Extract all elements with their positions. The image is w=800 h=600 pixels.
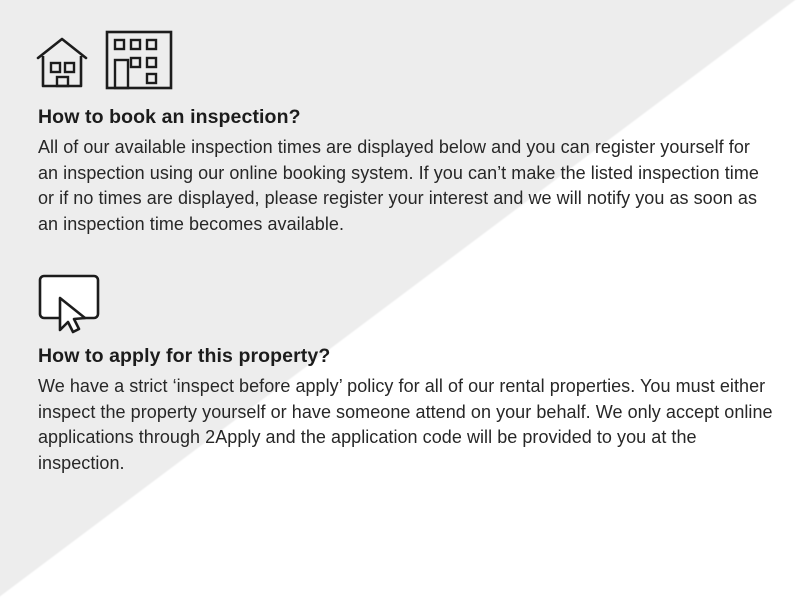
section-body: We have a strict ‘inspect before apply’ policy for all of our rental properties. You must either inspect the property yourself or have someone attend on your behalf. We only accept online applications through 2Apply and the application code will be provided to you at the inspection.	[38, 376, 773, 473]
section-body: All of our available inspection times are displayed below and you can register yourself for an inspection using our online booking system. If you can’t make the listed inspection time or if no times are displayed, please register your interest and we will notify you as soon as an inspection time becomes available.	[38, 137, 759, 234]
section-heading: How to book an inspection?	[38, 106, 301, 128]
cursor-click-glyph	[36, 272, 106, 334]
cursor-click-icon	[36, 272, 106, 339]
house-and-apartment-icon	[34, 28, 174, 90]
house-icon	[34, 34, 90, 90]
section-apply-property	[38, 345, 773, 476]
section-book-inspection	[38, 106, 768, 237]
apartment-icon	[104, 28, 174, 90]
section-heading: How to apply for this property?	[38, 345, 331, 367]
